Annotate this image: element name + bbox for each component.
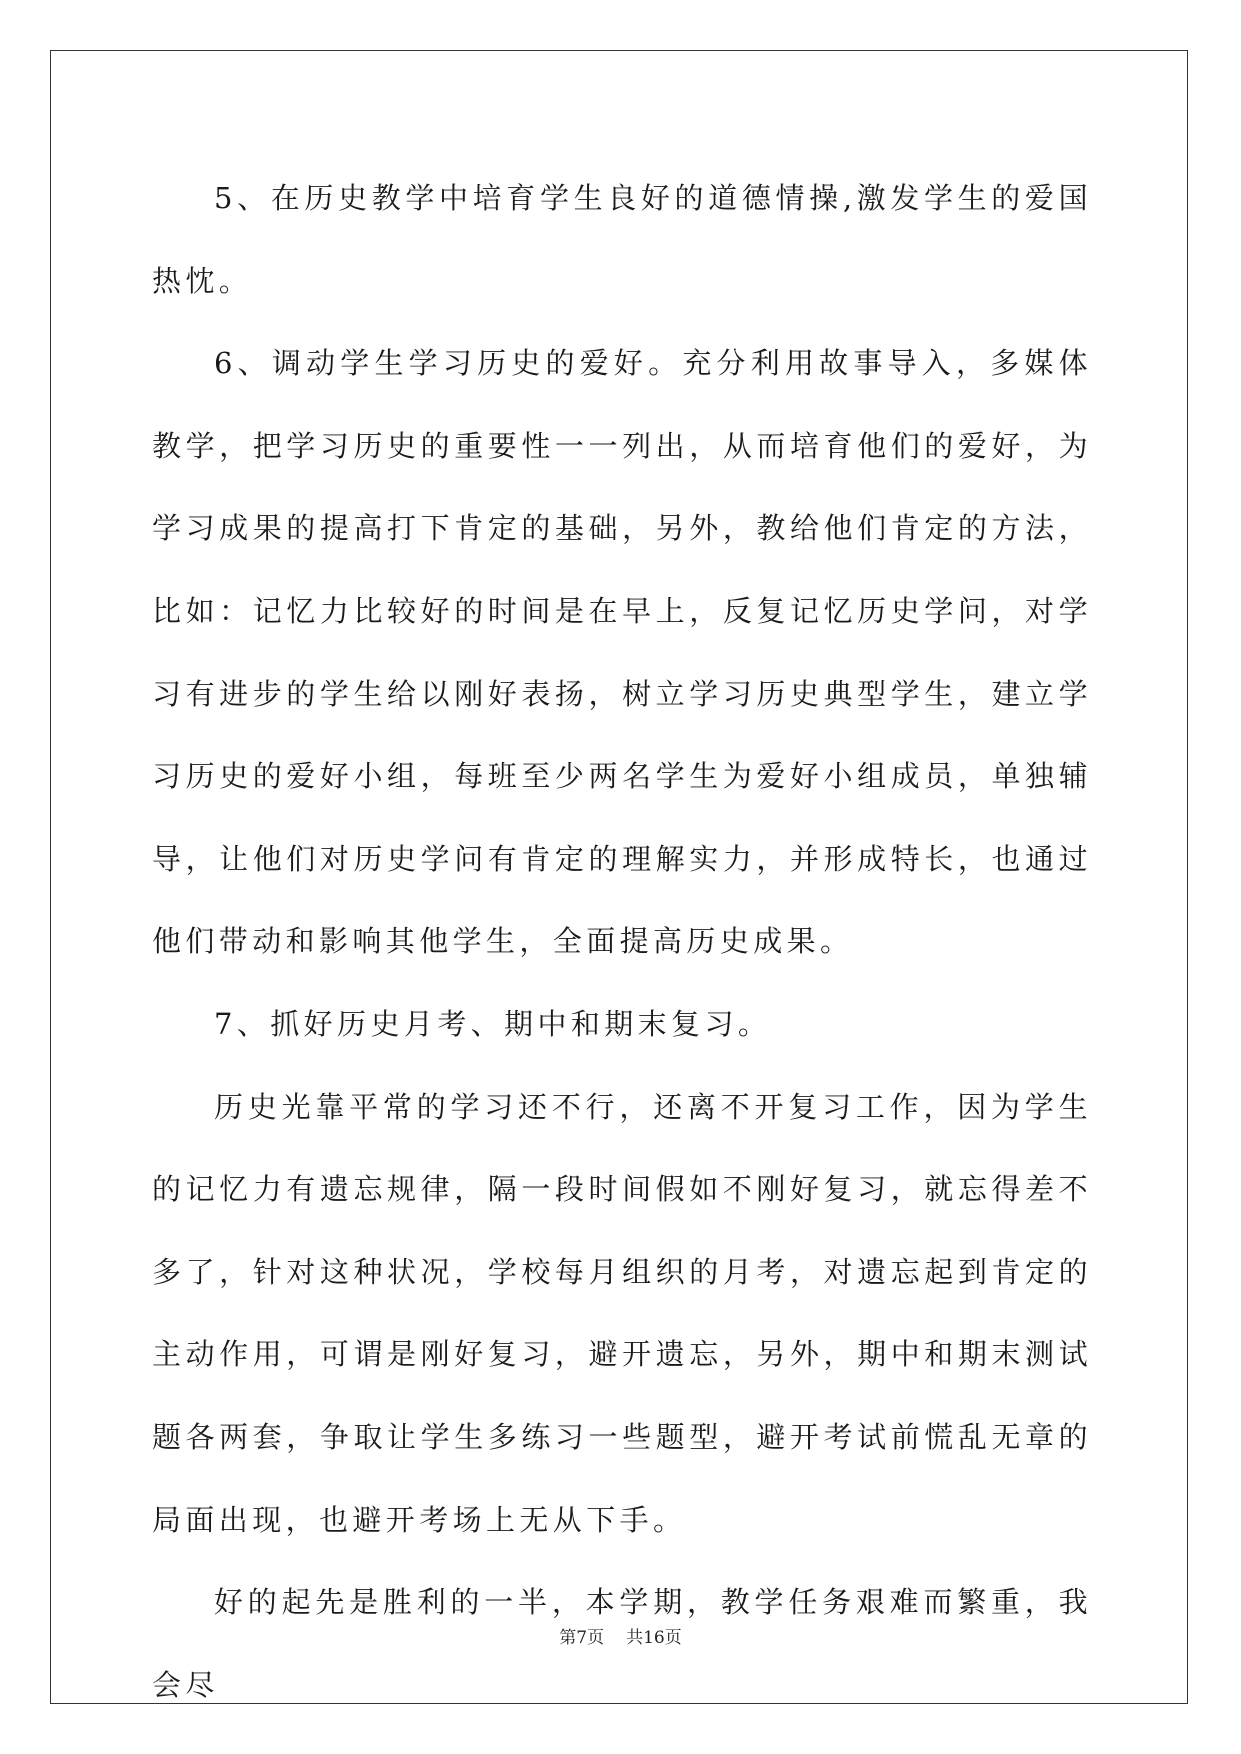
- paragraph-4: 历史光靠平常的学习还不行，还离不开复习工作，因为学生的记忆力有遗忘规律，隔一段时间假如不刚好复习，就忘得差不多了，针对这种状况，学校每月组织的月考，对遗忘起到肯定的主动作用，可谓是刚好复习，避开遗忘，另外，期中和期末测试题各两套，争取让学生多练习一些题型，避开考试前慌乱无章的局面出现，也避开考场上无从下手。: [152, 1089, 1092, 1537]
- paragraph-1: 5、在历史教学中培育学生良好的道德情操,激发学生的爱国热忱。: [152, 181, 1092, 298]
- document-body: [152, 157, 1092, 1726]
- page-footer: [0, 1626, 1241, 1650]
- paragraph-3: 7、抓好历史月考、期中和期末复习。: [214, 1006, 772, 1041]
- current-page-number: 第7页: [559, 1628, 605, 1648]
- total-page-count: 共16页: [626, 1628, 682, 1648]
- paragraph-5: 好的起先是胜利的一半，本学期，教学任务艰难而繁重，我会尽: [152, 1585, 1092, 1702]
- paragraph-2: 6、调动学生学习历史的爱好。充分利用故事导入，多媒体教学，把学习历史的重要性一一列出，从而培育他们的爱好，为学习成果的提高打下肯定的基础，另外，教给他们肯定的方法，比如：记忆力比较好的时间是在早上，反复记忆历史学问，对学习有进步的学生给以刚好表扬，树立学习历史典型学生，建立学习历史的爱好小组，每班至少两名学生为爱好小组成员，单独辅导，让他们对历史学问有肯定的理解实力，并形成特长，也通过他们带动和影响其他学生，全面提高历史成果。: [152, 346, 1092, 959]
